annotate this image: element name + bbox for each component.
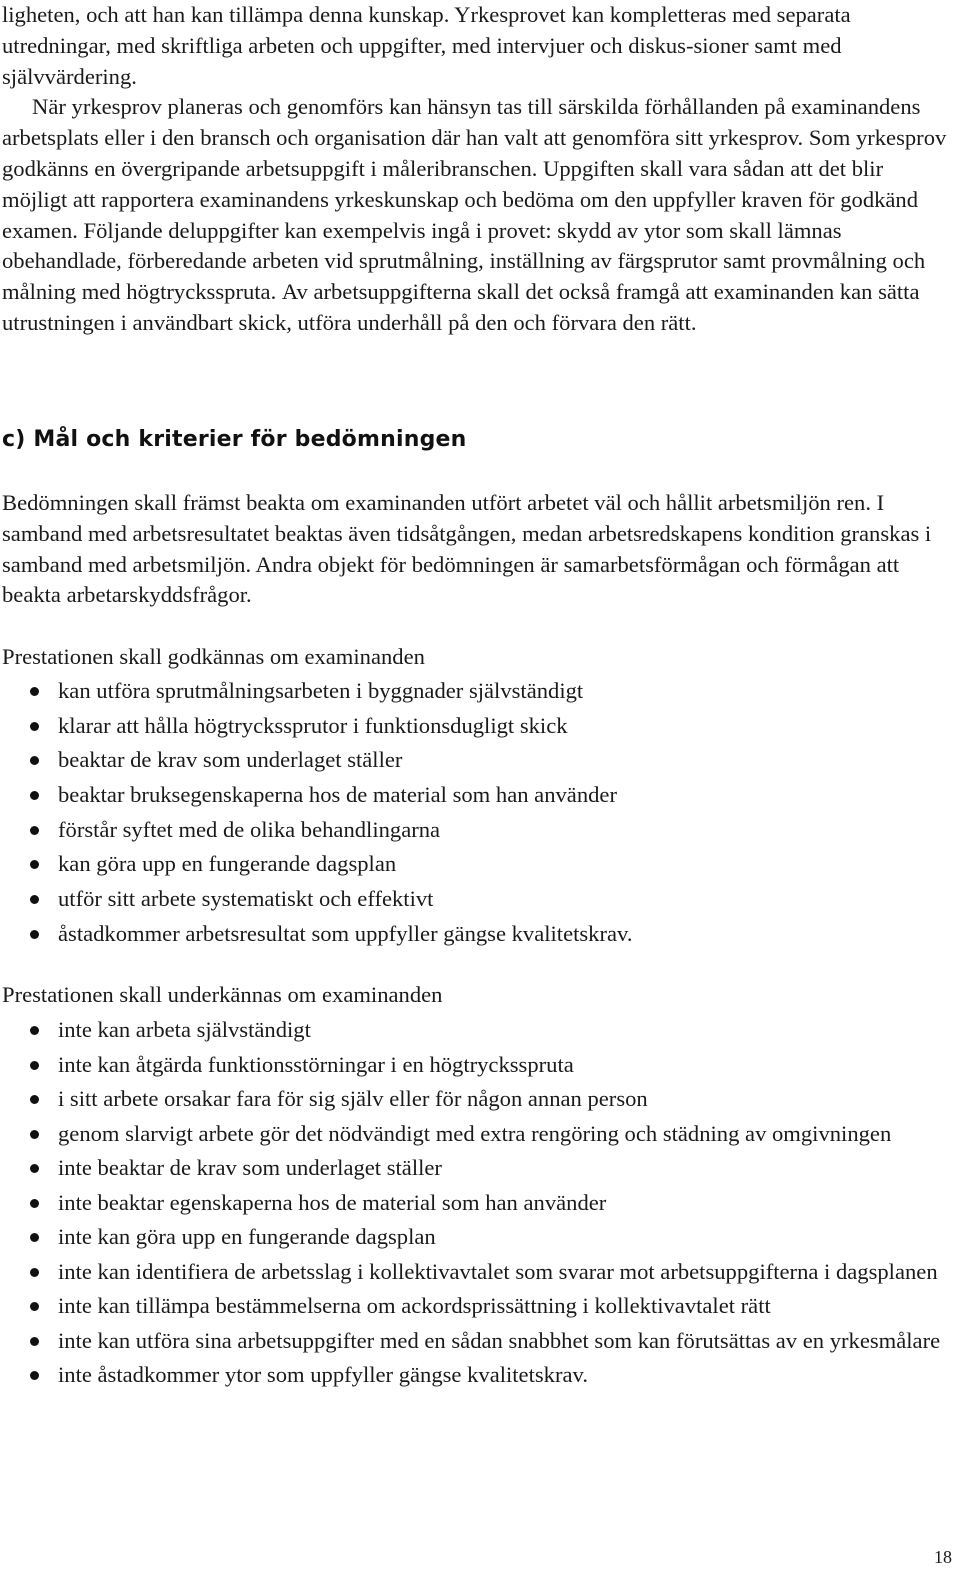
bullet-icon — [30, 1268, 39, 1277]
list-item — [0, 780, 955, 811]
list-item-text: inte kan utföra sina arbetsuppgifter med en sådan snabbhet som kan förutsättas av en yrkesmålare — [58, 1327, 941, 1353]
bullet-icon — [30, 1130, 39, 1139]
bullet-icon — [30, 930, 39, 939]
list-item — [0, 815, 955, 846]
bullet-icon — [30, 756, 39, 765]
bullet-icon — [30, 1164, 39, 1173]
intro-paragraph-2: När yrkesprov planeras och genomförs kan hänsyn tas till särskilda förhållanden på examinandens arbetsplats eller i den bransch och organisation där han valt att genomföra sitt yrkesprov. Som yrkesprov godkänns en övergripande arbetsuppgift i måleribranschen. Uppgiften skall vara sådan att det blir möjligt att rapportera examinandens yrkeskunskap och bedöma om den uppfyller kraven för godkänd examen. Följande deluppgifter kan exempelvis ingå i provet: skydd av ytor som skall lämnas obehandlade, förberedande arbeten vid sprutmålning, inställning av färgsprutor samt provmålning och målning med högtryckssprutа. Av arbetsuppgifterna skall det också framgå att examinanden kan sätta utrustningen i användbart skick, utföra underhåll på den och förvara den rätt. — [2, 94, 947, 335]
list-item-text: inte kan göra upp en fungerande dagsplan — [58, 1224, 436, 1249]
list-item-text: kan göra upp en fungerande dagsplan — [58, 851, 397, 877]
reject-criteria-list — [0, 1015, 955, 1395]
list-item-text: inte kan arbeta självständigt — [58, 1017, 311, 1042]
section-heading: c) Mål och kriterier för bedömningen — [2, 427, 467, 452]
bullet-icon — [30, 1095, 39, 1104]
bullet-icon — [30, 687, 39, 696]
bullet-icon — [30, 722, 39, 731]
list-item-text: genom slarvigt arbete gör det nödvändigt med extra rengöring och städning av omgivningen — [58, 1120, 892, 1146]
assessment-paragraph — [2, 488, 947, 611]
list-item — [0, 849, 955, 880]
list-item — [0, 1050, 955, 1081]
list-item — [0, 1153, 955, 1184]
approve-criteria-list — [0, 676, 955, 954]
list-item — [0, 1257, 955, 1288]
list-item — [0, 1119, 955, 1150]
list-item-text: förstår syftet med de olika behandlingarna — [58, 816, 441, 842]
list-item — [0, 1084, 955, 1115]
bullet-icon — [30, 1302, 39, 1311]
intro-text — [2, 0, 947, 339]
list-item — [0, 745, 955, 776]
list-item — [0, 1188, 955, 1219]
bullet-icon — [30, 895, 39, 904]
list-item — [0, 919, 955, 950]
intro-paragraph-1: ligheten, och att han kan tillämpa denna kunskap. Yrkesprovet kan kompletteras med separata utredningar, med skriftliga arbeten och uppgifter, med intervjuer och diskus-sioner samt med självvärdering. — [2, 2, 851, 89]
list-item — [0, 1015, 955, 1046]
list-item-text: inte kan åtgärda funktionsstörningar i en högtryckssprutа — [58, 1051, 574, 1077]
list-item — [0, 1326, 955, 1357]
reject-intro: Prestationen skall underkännas om examinanden — [2, 982, 443, 1007]
list-item-text: inte beaktar de krav som underlaget ställer — [58, 1155, 442, 1180]
bullet-icon — [30, 1233, 39, 1242]
list-item-text: beaktar bruksegenskaperna hos de material som han använder — [58, 782, 617, 808]
list-item-text: beaktar de krav som underlaget ställer — [58, 747, 403, 773]
bullet-icon — [30, 1371, 39, 1380]
bullet-icon — [30, 1026, 39, 1035]
list-item — [0, 1291, 955, 1322]
approve-intro: Prestationen skall godkännas om examinanden — [2, 644, 425, 669]
assessment-text: Bedömningen skall främst beakta om examinanden utfört arbetet väl och hållit arbetsmiljön ren. I samband med arbetsresultatet beaktas även tidsåtgången, medan arbetsredskapens kondition granskas i samband med arbetsmiljön. Andra objekt för bedömningen är samarbetsförmågan och förmågan att beakta arbetarskyddsfrågor. — [2, 490, 932, 608]
bullet-icon — [30, 860, 39, 869]
list-item — [0, 711, 955, 742]
list-item-text: inte kan identifiera de arbetsslag i kollektivavtalet som svarar mot arbetsuppgifterna i dagsplanen — [58, 1258, 938, 1284]
list-item — [0, 884, 955, 915]
list-item-text: inte beaktar egenskaperna hos de material som han använder — [58, 1189, 607, 1215]
list-item-text: åstadkommer arbetsresultat som uppfyller gängse kvalitetskrav. — [58, 920, 633, 946]
list-item-text: inte åstadkommer ytor som uppfyller gängse kvalitetskrav. — [58, 1362, 588, 1387]
list-item — [0, 1222, 955, 1253]
bullet-icon — [30, 1199, 39, 1208]
list-item-text: utför sitt arbete systematiskt och effektivt — [58, 886, 434, 912]
bullet-icon — [30, 826, 39, 835]
list-item-text: kan utföra sprutmålningsarbeten i byggnader självständigt — [58, 678, 584, 703]
bullet-icon — [30, 1061, 39, 1070]
list-item — [0, 676, 955, 707]
list-item — [0, 1360, 955, 1391]
page-number: 18 — [934, 1547, 952, 1567]
list-item-text: inte kan tillämpa bestämmelserna om ackordsprissättning i kollektivavtalet rätt — [58, 1293, 771, 1318]
bullet-icon — [30, 1337, 39, 1346]
list-item-text: i sitt arbete orsakar fara för sig själv eller för någon annan person — [58, 1086, 648, 1111]
list-item-text: klarar att hålla högtryckssprutor i funktionsdugligt skick — [58, 712, 568, 738]
bullet-icon — [30, 791, 39, 800]
